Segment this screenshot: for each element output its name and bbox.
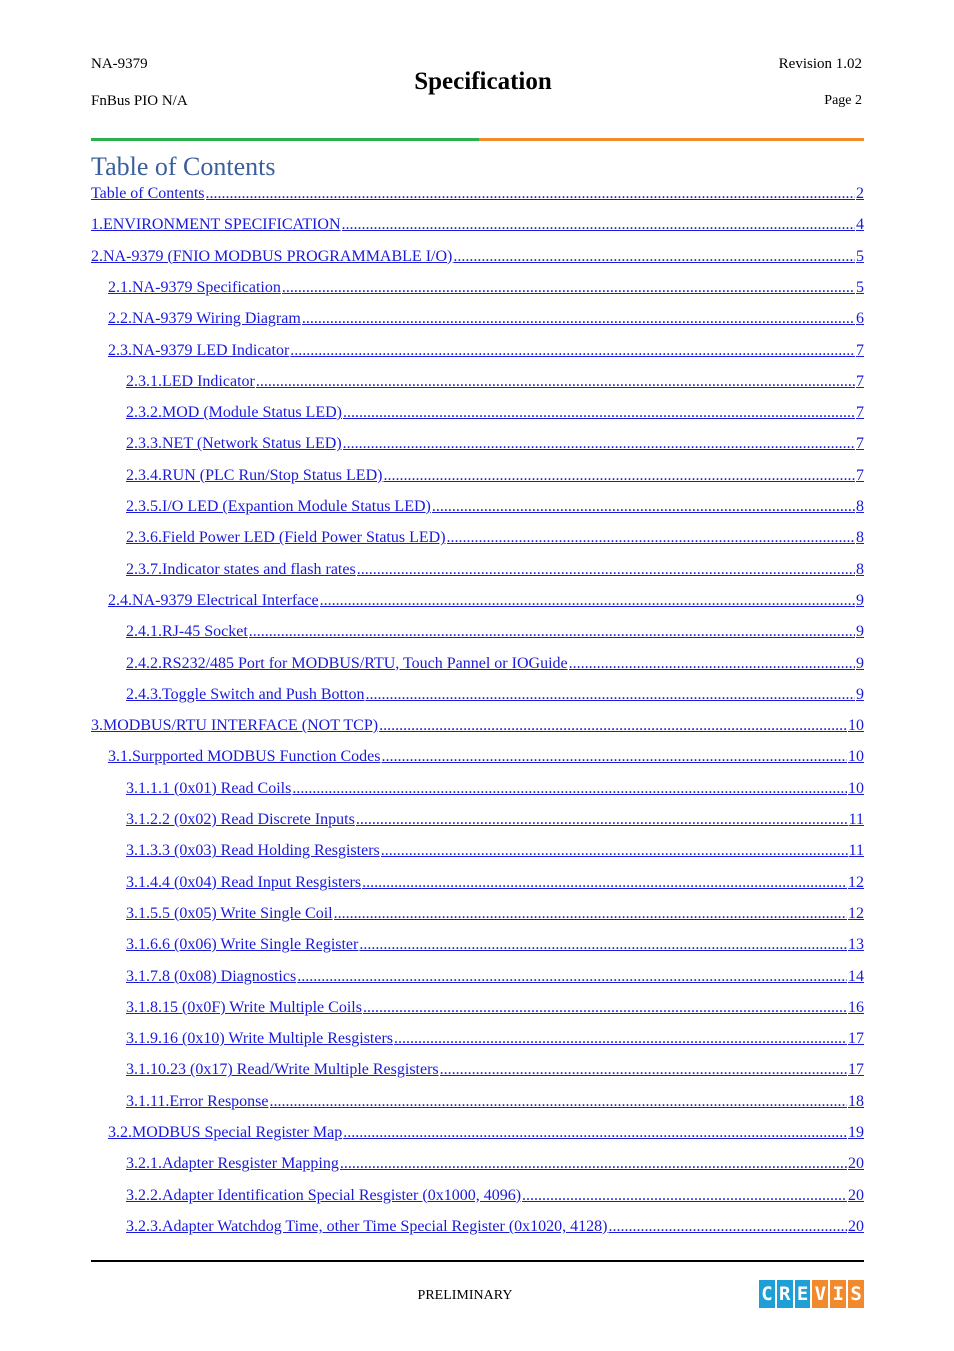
toc-entry-page: 7	[856, 466, 864, 484]
toc-entry-title: 2.4.NA-9379 Electrical Interface	[108, 591, 319, 609]
toc-entry[interactable]	[126, 1187, 864, 1209]
page-title: Specification	[414, 68, 552, 95]
toc-dot-leader	[357, 561, 855, 579]
toc-entry-title: 3.2.3.Adapter Watchdog Time, other Time Special Register (0x1020, 4128)	[126, 1217, 608, 1235]
toc-entry[interactable]	[126, 373, 864, 395]
toc-entry[interactable]	[126, 1218, 864, 1240]
toc-entry[interactable]	[126, 842, 864, 864]
toc-entry-title: 3.1.8.15 (0x0F) Write Multiple Coils	[126, 998, 362, 1016]
toc-entry-page: 11	[848, 842, 864, 860]
toc-entry-page: 5	[856, 247, 864, 265]
toc-entry-page: 10	[848, 748, 864, 766]
doc-subtitle: FnBus PIO N/A	[91, 93, 188, 109]
toc-entry[interactable]	[108, 1124, 864, 1146]
header-divider-orange	[479, 138, 864, 141]
toc-dot-leader	[356, 811, 848, 829]
header-divider-green	[91, 138, 479, 141]
toc-dot-leader	[608, 1218, 847, 1236]
toc-entry[interactable]	[126, 1061, 864, 1083]
toc-entry-title: 2.3.NA-9379 LED Indicator	[108, 341, 290, 359]
logo-letter: V	[812, 1280, 828, 1308]
toc-entry-title: 2.3.6.Field Power LED (Field Power Status LED)	[126, 529, 446, 547]
toc-entry[interactable]	[126, 498, 864, 520]
page-number: Page 2	[824, 93, 862, 108]
toc-entry[interactable]	[126, 874, 864, 896]
toc-entry-title: 2.4.3.Toggle Switch and Push Botton	[126, 685, 365, 703]
toc-entry[interactable]	[126, 655, 864, 677]
toc-entry-title: 2.3.3.NET (Network Status LED)	[126, 435, 342, 453]
toc-entry[interactable]	[126, 623, 864, 645]
toc-entry-page: 5	[856, 278, 864, 296]
toc-entry-title: 2.3.4.RUN (PLC Run/Stop Status LED)	[126, 466, 383, 484]
toc-entry-title: 3.1.5.5 (0x05) Write Single Coil	[126, 904, 333, 922]
toc-entry-title: 3.1.1.1 (0x01) Read Coils	[126, 779, 292, 797]
toc-dot-leader	[381, 748, 847, 766]
toc-entry-title: 3.1.7.8 (0x08) Diagnostics	[126, 967, 297, 985]
toc-dot-leader	[363, 999, 847, 1017]
toc-dot-leader	[292, 780, 847, 798]
toc-dot-leader	[342, 216, 856, 234]
toc-dot-leader	[282, 279, 855, 297]
toc-entry[interactable]	[108, 310, 864, 332]
toc-entry-title: 3.MODBUS/RTU INTERFACE (NOT TCP)	[91, 717, 379, 735]
toc-entry[interactable]	[126, 999, 864, 1021]
toc-entry-title: 2.3.5.I/O LED (Expantion Module Status LED)	[126, 498, 431, 515]
toc-entry-page: 18	[848, 1092, 864, 1110]
toc-dot-leader	[256, 373, 855, 391]
toc-dot-leader	[270, 1093, 848, 1111]
toc-entry[interactable]	[91, 216, 864, 238]
toc-entry-title: 3.2.2.Adapter Identification Special Resgister (0x1000, 4096)	[126, 1186, 522, 1204]
toc-entry-page: 8	[856, 529, 864, 547]
toc-entry-title: 3.1.6.6 (0x06) Write Single Register	[126, 936, 359, 954]
toc-dot-leader	[381, 842, 848, 860]
toc-dot-leader	[394, 1030, 847, 1048]
toc-dot-leader	[440, 1061, 847, 1079]
toc-entry[interactable]	[126, 1030, 864, 1052]
toc-entry-page: 4	[856, 216, 864, 234]
toc-entry-title: 3.1.2.2 (0x02) Read Discrete Inputs	[126, 811, 355, 828]
toc-entry-page: 8	[856, 560, 864, 578]
toc-entry-title: 2.4.1.RJ-45 Socket	[126, 623, 248, 641]
toc-dot-leader	[249, 623, 855, 641]
revision-label: Revision 1.02	[778, 56, 862, 72]
toc-entry-title: 3.1.9.16 (0x10) Write Multiple Resgisters	[126, 1030, 394, 1048]
toc-entry-page: 12	[848, 873, 864, 891]
toc-entry-page: 10	[848, 779, 864, 797]
toc-entry-title: 2.2.NA-9379 Wiring Diagram	[108, 310, 301, 328]
toc-entry-page: 7	[856, 341, 864, 359]
toc-entry[interactable]	[91, 248, 864, 270]
toc-dot-leader	[453, 248, 855, 266]
toc-dot-leader	[362, 874, 847, 892]
toc-entry[interactable]	[126, 561, 864, 583]
toc-entry-title: 3.1.Surpported MODBUS Function Codes	[108, 748, 381, 766]
toc-dot-leader	[343, 404, 855, 422]
toc-entry[interactable]	[126, 1093, 864, 1115]
logo-letter: I	[830, 1280, 846, 1308]
toc-entry[interactable]	[126, 780, 864, 802]
toc-entry-title: 1.ENVIRONMENT SPECIFICATION	[91, 216, 341, 234]
toc-entry-title: 3.1.10.23 (0x17) Read/Write Multiple Resgisters	[126, 1061, 439, 1079]
toc-dot-leader	[297, 968, 847, 986]
footer-label: PRELIMINARY	[417, 1288, 513, 1303]
toc-entry-page: 12	[848, 904, 864, 922]
toc-entry-page: 9	[856, 623, 864, 641]
toc-entry-page: 11	[848, 811, 864, 828]
toc-entry[interactable]	[126, 936, 864, 958]
toc-entry-page: 14	[848, 967, 864, 985]
toc-entry-title: 3.1.4.4 (0x04) Read Input Resgisters	[126, 873, 362, 891]
toc-dot-leader	[206, 185, 855, 203]
toc-entry-title: 2.NA-9379 (FNIO MODBUS PROGRAMMABLE I/O)	[91, 247, 453, 265]
toc-entry-title: 3.1.3.3 (0x03) Read Holding Resgisters	[126, 842, 380, 860]
toc-entry-page: 2	[856, 185, 864, 202]
logo-letter: S	[848, 1280, 864, 1308]
toc-entry-page: 17	[848, 1061, 864, 1079]
toc-dot-leader	[383, 467, 855, 485]
toc-entry[interactable]	[91, 717, 864, 739]
toc-entry[interactable]	[126, 968, 864, 990]
toc-entry[interactable]	[126, 686, 864, 708]
toc-dot-leader	[379, 717, 847, 735]
toc-entry[interactable]	[91, 185, 864, 207]
toc-dot-leader	[340, 1155, 847, 1173]
toc-entry-page: 16	[848, 998, 864, 1016]
footer-divider	[91, 1260, 864, 1262]
toc-entry[interactable]	[126, 467, 864, 489]
toc-entry-page: 9	[856, 685, 864, 703]
toc-entry-title: 2.3.7.Indicator states and flash rates	[126, 560, 356, 578]
toc-entry-page: 9	[856, 654, 864, 672]
toc-entry-title: 2.4.2.RS232/485 Port for MODBUS/RTU, Touch Pannel or IOGuide	[126, 654, 568, 672]
logo-letter: E	[795, 1280, 811, 1308]
toc-entry-page: 6	[856, 310, 864, 328]
toc-entry-page: 20	[848, 1217, 864, 1235]
toc-entry-title: Table of Contents	[91, 185, 205, 202]
toc-dot-leader	[447, 529, 855, 547]
toc-entry-title: 3.2.MODBUS Special Register Map	[108, 1124, 343, 1141]
toc-entry-page: 8	[856, 498, 864, 515]
toc-entry-page: 20	[848, 1155, 864, 1173]
toc-entry-page: 17	[848, 1030, 864, 1048]
toc-dot-leader	[522, 1187, 847, 1205]
toc-dot-leader	[343, 435, 855, 453]
toc-entry-page: 13	[848, 936, 864, 954]
crevis-logo	[759, 1280, 864, 1308]
doc-id: NA-9379	[91, 56, 148, 72]
toc-dot-leader	[359, 936, 847, 954]
toc-entry[interactable]	[126, 529, 864, 551]
toc-dot-leader	[290, 342, 855, 360]
toc-dot-leader	[365, 686, 855, 704]
toc-entry-page: 9	[856, 591, 864, 609]
toc-entry-title: 3.1.11.Error Response	[126, 1092, 269, 1110]
toc-entry[interactable]	[126, 435, 864, 457]
toc-entry[interactable]	[108, 592, 864, 614]
toc-entry[interactable]	[126, 811, 864, 833]
toc-entry[interactable]	[108, 748, 864, 770]
toc-entry[interactable]	[126, 905, 864, 927]
toc-heading: Table of Contents	[91, 152, 276, 181]
toc-entry[interactable]	[108, 342, 864, 364]
toc-entry[interactable]	[126, 404, 864, 426]
toc-dot-leader	[343, 1124, 847, 1142]
toc-entry-title: 2.3.2.MOD (Module Status LED)	[126, 404, 342, 422]
toc-dot-leader	[320, 592, 855, 610]
toc-entry[interactable]	[126, 1155, 864, 1177]
toc-entry-page: 20	[848, 1186, 864, 1204]
toc-entry-page: 7	[856, 435, 864, 453]
toc-entry-page: 19	[848, 1124, 864, 1141]
toc-entry-title: 2.3.1.LED Indicator	[126, 372, 255, 390]
toc-dot-leader	[334, 905, 847, 923]
toc-entry-title: 2.1.NA-9379 Specification	[108, 278, 281, 296]
toc-dot-leader	[432, 498, 855, 516]
logo-letter: C	[759, 1280, 775, 1308]
toc-dot-leader	[569, 655, 855, 673]
logo-letter: R	[777, 1280, 793, 1308]
toc-entry-page: 7	[856, 372, 864, 390]
toc-entry[interactable]	[108, 279, 864, 301]
toc-entry-page: 7	[856, 404, 864, 422]
toc-entry-title: 3.2.1.Adapter Resgister Mapping	[126, 1155, 339, 1173]
toc-entry-page: 10	[848, 717, 864, 735]
toc-dot-leader	[302, 310, 855, 328]
